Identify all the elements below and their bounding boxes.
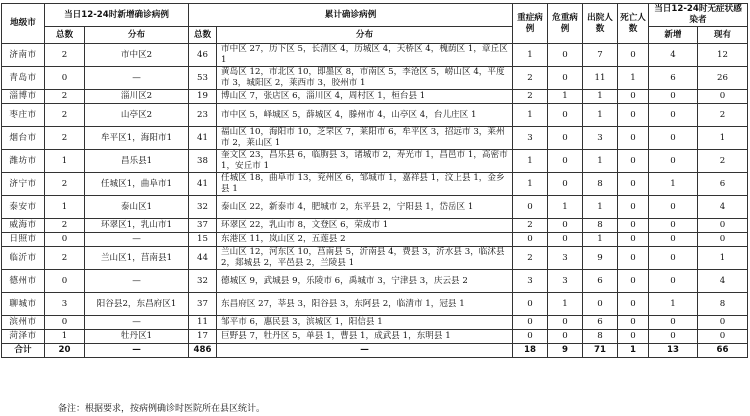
cell-cum-dist: 市中区 27，历下区 5，长清区 4，历城区 4，天桥区 4，槐荫区 1，章丘区 1 xyxy=(217,44,513,67)
table-row xyxy=(2,44,748,67)
total-cum-dist: — xyxy=(217,344,513,358)
cell-new-dist: 牡丹区1 xyxy=(85,330,189,344)
cell-discharged: 1 xyxy=(583,90,618,104)
total-new-dist: — xyxy=(85,344,189,358)
cell-cum-total: 17 xyxy=(189,330,217,344)
total-asym-new: 13 xyxy=(649,344,698,358)
cell-asym-new: 0 xyxy=(649,127,698,150)
cell-cum-total: 41 xyxy=(189,173,217,196)
cell-cum-total: 19 xyxy=(189,90,217,104)
cell-cum-dist: 环翠区 22，乳山市 8，文登区 6，荣成市 1 xyxy=(217,219,513,233)
cell-new-total: 0 xyxy=(45,316,85,330)
cell-critical: 1 xyxy=(548,196,583,219)
cell-cum-dist: 奎文区 23，昌乐县 6，临朐县 3，诸城市 2，寿光市 1，昌邑市 1，高密市 1，安丘市 1 xyxy=(217,150,513,173)
cell-new-dist: — xyxy=(85,270,189,293)
cell-cum-total: 46 xyxy=(189,44,217,67)
cell-cum-total: 15 xyxy=(189,233,217,247)
cell-critical: 3 xyxy=(548,247,583,270)
cell-severe: 1 xyxy=(513,104,548,127)
cell-death: 0 xyxy=(618,219,649,233)
cell-discharged: 6 xyxy=(583,270,618,293)
cell-death: 0 xyxy=(618,316,649,330)
cell-new-dist: 环翠区1，乳山市1 xyxy=(85,219,189,233)
cell-cum-total: 44 xyxy=(189,247,217,270)
cell-asym-new: 1 xyxy=(649,293,698,316)
cell-new-dist: 淄川区2 xyxy=(85,90,189,104)
cell-critical: 1 xyxy=(548,90,583,104)
cell-city: 临沂市 xyxy=(2,247,45,270)
cell-critical: 0 xyxy=(548,127,583,150)
cell-city: 聊城市 xyxy=(2,293,45,316)
cell-new-total: 0 xyxy=(45,270,85,293)
cell-city: 青岛市 xyxy=(2,67,45,90)
cell-cum-total: 37 xyxy=(189,219,217,233)
cell-severe: 3 xyxy=(513,127,548,150)
cell-discharged: 0 xyxy=(583,293,618,316)
cell-new-dist: 阳谷县2，东昌府区1 xyxy=(85,293,189,316)
table-row xyxy=(2,127,748,150)
cell-discharged: 1 xyxy=(583,196,618,219)
header-asym-new: 新增 xyxy=(649,27,698,44)
cell-new-total: 2 xyxy=(45,219,85,233)
cell-cum-total: 23 xyxy=(189,104,217,127)
cell-asym-current: 4 xyxy=(698,196,748,219)
cell-cum-dist: 东港区 11，岚山区 2，五莲县 2 xyxy=(217,233,513,247)
cell-severe: 0 xyxy=(513,330,548,344)
cell-asym-current: 2 xyxy=(698,104,748,127)
cell-cum-total: 32 xyxy=(189,270,217,293)
cell-discharged: 8 xyxy=(583,330,618,344)
cell-cum-total: 41 xyxy=(189,127,217,150)
cell-asym-new: 0 xyxy=(649,90,698,104)
cell-city: 威海市 xyxy=(2,219,45,233)
cell-cum-dist: 东昌府区 27，莘县 3，阳谷县 3，东阿县 2，临清市 1，冠县 1 xyxy=(217,293,513,316)
cell-new-dist: 山亭区2 xyxy=(85,104,189,127)
header-new-dist: 分布 xyxy=(85,27,189,44)
cell-new-dist: 泰山区1 xyxy=(85,196,189,219)
cell-death: 1 xyxy=(618,67,649,90)
total-row xyxy=(2,344,748,358)
header-city: 地级市 xyxy=(2,4,45,44)
cell-asym-new: 0 xyxy=(649,150,698,173)
cell-asym-new: 6 xyxy=(649,67,698,90)
covid-case-table xyxy=(1,3,748,358)
cell-new-total: 0 xyxy=(45,233,85,247)
cell-cum-dist: 泰山区 22，新泰市 4，肥城市 2，东平县 2，宁阳县 1，岱岳区 1 xyxy=(217,196,513,219)
cell-discharged: 8 xyxy=(583,219,618,233)
cell-asym-new: 0 xyxy=(649,219,698,233)
cell-critical: 0 xyxy=(548,316,583,330)
cell-cum-dist: 巨野县 7，牡丹区 5，单县 1，曹县 1，成武县 1，东明县 1 xyxy=(217,330,513,344)
header-new-group: 当日12-24时新增确诊病例 xyxy=(45,4,189,27)
cell-asym-current: 0 xyxy=(698,233,748,247)
table-row xyxy=(2,219,748,233)
cell-cum-dist: 兰山区 12，河东区 10，莒南县 5，沂南县 4，费县 3，沂水县 3，临沭县 2，郯城县 2，平邑县 2，兰陵县 1 xyxy=(217,247,513,270)
cell-asym-new: 0 xyxy=(649,330,698,344)
cell-asym-current: 0 xyxy=(698,90,748,104)
cell-cum-total: 38 xyxy=(189,150,217,173)
cell-city: 滨州市 xyxy=(2,316,45,330)
cell-new-total: 2 xyxy=(45,90,85,104)
cell-severe: 0 xyxy=(513,316,548,330)
cell-discharged: 8 xyxy=(583,173,618,196)
cell-severe: 1 xyxy=(513,44,548,67)
table-row xyxy=(2,233,748,247)
cell-death: 0 xyxy=(618,293,649,316)
table-body xyxy=(2,44,748,358)
cell-new-total: 3 xyxy=(45,293,85,316)
cell-death: 0 xyxy=(618,233,649,247)
cell-cum-dist: 黄岛区 12，市北区 10，即墨区 8，市南区 5，李沧区 5，崂山区 4，平度市 3，城阳区 2，莱西市 3，胶州市 1 xyxy=(217,67,513,90)
cell-city: 济宁市 xyxy=(2,173,45,196)
cell-city: 菏泽市 xyxy=(2,330,45,344)
cell-city: 日照市 xyxy=(2,233,45,247)
table-row xyxy=(2,104,748,127)
table-row xyxy=(2,270,748,293)
total-critical: 9 xyxy=(548,344,583,358)
cell-severe: 3 xyxy=(513,270,548,293)
cell-asym-current: 26 xyxy=(698,67,748,90)
cell-new-total: 2 xyxy=(45,127,85,150)
cell-severe: 0 xyxy=(513,196,548,219)
cell-severe: 0 xyxy=(513,293,548,316)
cell-new-dist: — xyxy=(85,233,189,247)
cell-cum-dist: 任城区 18，曲阜市 13，兖州区 6，邹城市 1，嘉祥县 1，汶上县 1，金乡县 1 xyxy=(217,173,513,196)
table-row xyxy=(2,90,748,104)
cell-asym-new: 4 xyxy=(649,44,698,67)
header-asym-current: 现有 xyxy=(698,27,748,44)
cell-new-dist: — xyxy=(85,67,189,90)
cell-discharged: 3 xyxy=(583,127,618,150)
cell-new-dist: 牟平区1，海阳市1 xyxy=(85,127,189,150)
cell-asym-new: 0 xyxy=(649,104,698,127)
cell-asym-new: 0 xyxy=(649,196,698,219)
cell-asym-current: 0 xyxy=(698,316,748,330)
cell-new-dist: — xyxy=(85,316,189,330)
cell-new-dist: 昌乐县1 xyxy=(85,150,189,173)
table-row xyxy=(2,67,748,90)
cell-new-total: 2 xyxy=(45,104,85,127)
total-severe: 18 xyxy=(513,344,548,358)
cell-death: 0 xyxy=(618,127,649,150)
cell-cum-dist: 博山区 7，张店区 6，淄川区 4，周村区 1，桓台县 1 xyxy=(217,90,513,104)
cell-severe: 1 xyxy=(513,173,548,196)
cell-new-dist: 兰山区1，莒南县1 xyxy=(85,247,189,270)
total-cum-total: 486 xyxy=(189,344,217,358)
cell-death: 0 xyxy=(618,90,649,104)
cell-cum-dist: 市中区 5，峄城区 5，薛城区 4，滕州市 4，山亭区 4，台儿庄区 1 xyxy=(217,104,513,127)
cell-asym-new: 1 xyxy=(649,173,698,196)
cell-city: 烟台市 xyxy=(2,127,45,150)
cell-new-total: 1 xyxy=(45,196,85,219)
cell-cum-dist: 福山区 10，海阳市 10，芝罘区 7，莱阳市 6，牟平区 3，招远市 3，莱州市 2，莱山区 1 xyxy=(217,127,513,150)
cell-discharged: 6 xyxy=(583,316,618,330)
header-discharged: 出院人数 xyxy=(583,4,618,44)
header-new-total: 总数 xyxy=(45,27,85,44)
total-discharged: 71 xyxy=(583,344,618,358)
cell-critical: 0 xyxy=(548,330,583,344)
cell-death: 0 xyxy=(618,173,649,196)
cell-discharged: 11 xyxy=(583,67,618,90)
cell-new-total: 2 xyxy=(45,173,85,196)
cell-death: 0 xyxy=(618,247,649,270)
cell-death: 0 xyxy=(618,330,649,344)
cell-critical: 0 xyxy=(548,104,583,127)
table-row xyxy=(2,330,748,344)
cell-critical: 0 xyxy=(548,233,583,247)
cell-asym-new: 0 xyxy=(649,233,698,247)
cell-city: 济南市 xyxy=(2,44,45,67)
cell-new-dist: 任城区1，曲阜市1 xyxy=(85,173,189,196)
header-cum-total: 总数 xyxy=(189,27,217,44)
table-row xyxy=(2,247,748,270)
cell-asym-new: 0 xyxy=(649,316,698,330)
cell-death: 0 xyxy=(618,270,649,293)
cell-severe: 2 xyxy=(513,219,548,233)
table-row xyxy=(2,316,748,330)
cell-discharged: 1 xyxy=(583,104,618,127)
cell-new-total: 0 xyxy=(45,67,85,90)
cell-discharged: 1 xyxy=(583,233,618,247)
table-row xyxy=(2,196,748,219)
cell-new-total: 1 xyxy=(45,330,85,344)
total-death: 1 xyxy=(618,344,649,358)
cell-asym-current: 12 xyxy=(698,44,748,67)
cell-city: 潍坊市 xyxy=(2,150,45,173)
cell-death: 0 xyxy=(618,150,649,173)
cell-severe: 2 xyxy=(513,247,548,270)
cell-cum-total: 11 xyxy=(189,316,217,330)
cell-cum-dist: 德城区 9，武城县 9，乐陵市 6，禹城市 3，宁津县 3，庆云县 2 xyxy=(217,270,513,293)
header-asym-group: 当日12-24时无症状感染者 xyxy=(649,4,748,27)
cell-critical: 0 xyxy=(548,173,583,196)
cell-death: 0 xyxy=(618,196,649,219)
footnote: 备注：根据要求，按病例确诊时医院所在县区统计。 xyxy=(58,404,266,414)
cell-critical: 0 xyxy=(548,150,583,173)
cell-new-dist: 市中区2 xyxy=(85,44,189,67)
cell-asym-new: 0 xyxy=(649,270,698,293)
cell-critical: 0 xyxy=(548,67,583,90)
cell-cum-total: 53 xyxy=(189,67,217,90)
total-new-total: 20 xyxy=(45,344,85,358)
total-label: 合计 xyxy=(2,344,45,358)
cell-severe: 1 xyxy=(513,150,548,173)
cell-asym-current: 6 xyxy=(698,173,748,196)
cell-death: 0 xyxy=(618,104,649,127)
cell-critical: 0 xyxy=(548,44,583,67)
header-critical: 危重病例 xyxy=(548,4,583,44)
cell-discharged: 7 xyxy=(583,44,618,67)
cell-discharged: 1 xyxy=(583,150,618,173)
table-row xyxy=(2,173,748,196)
table-row xyxy=(2,293,748,316)
cell-asym-current: 0 xyxy=(698,330,748,344)
cell-critical: 1 xyxy=(548,293,583,316)
cell-critical: 3 xyxy=(548,270,583,293)
cell-severe: 2 xyxy=(513,90,548,104)
cell-discharged: 9 xyxy=(583,247,618,270)
header-cum-group: 累计确诊病例 xyxy=(189,4,513,27)
cell-severe: 2 xyxy=(513,67,548,90)
header-severe: 重症病例 xyxy=(513,4,548,44)
cell-city: 德州市 xyxy=(2,270,45,293)
total-asym-current: 66 xyxy=(698,344,748,358)
cell-severe: 0 xyxy=(513,233,548,247)
cell-asym-current: 8 xyxy=(698,293,748,316)
cell-city: 淄博市 xyxy=(2,90,45,104)
cell-new-total: 2 xyxy=(45,44,85,67)
cell-new-total: 1 xyxy=(45,150,85,173)
cell-asym-current: 2 xyxy=(698,150,748,173)
cell-asym-current: 1 xyxy=(698,127,748,150)
cell-cum-dist: 邹平市 6，惠民县 3，滨城区 1，阳信县 1 xyxy=(217,316,513,330)
cell-critical: 0 xyxy=(548,219,583,233)
cell-cum-total: 37 xyxy=(189,293,217,316)
cell-asym-current: 1 xyxy=(698,247,748,270)
cell-asym-current: 0 xyxy=(698,219,748,233)
table-row xyxy=(2,150,748,173)
cell-death: 0 xyxy=(618,44,649,67)
cell-asym-current: 4 xyxy=(698,270,748,293)
cell-new-total: 2 xyxy=(45,247,85,270)
cell-asym-new: 0 xyxy=(649,247,698,270)
cell-cum-total: 32 xyxy=(189,196,217,219)
cell-city: 泰安市 xyxy=(2,196,45,219)
header-cum-dist: 分布 xyxy=(217,27,513,44)
header-death: 死亡人数 xyxy=(618,4,649,44)
cell-city: 枣庄市 xyxy=(2,104,45,127)
